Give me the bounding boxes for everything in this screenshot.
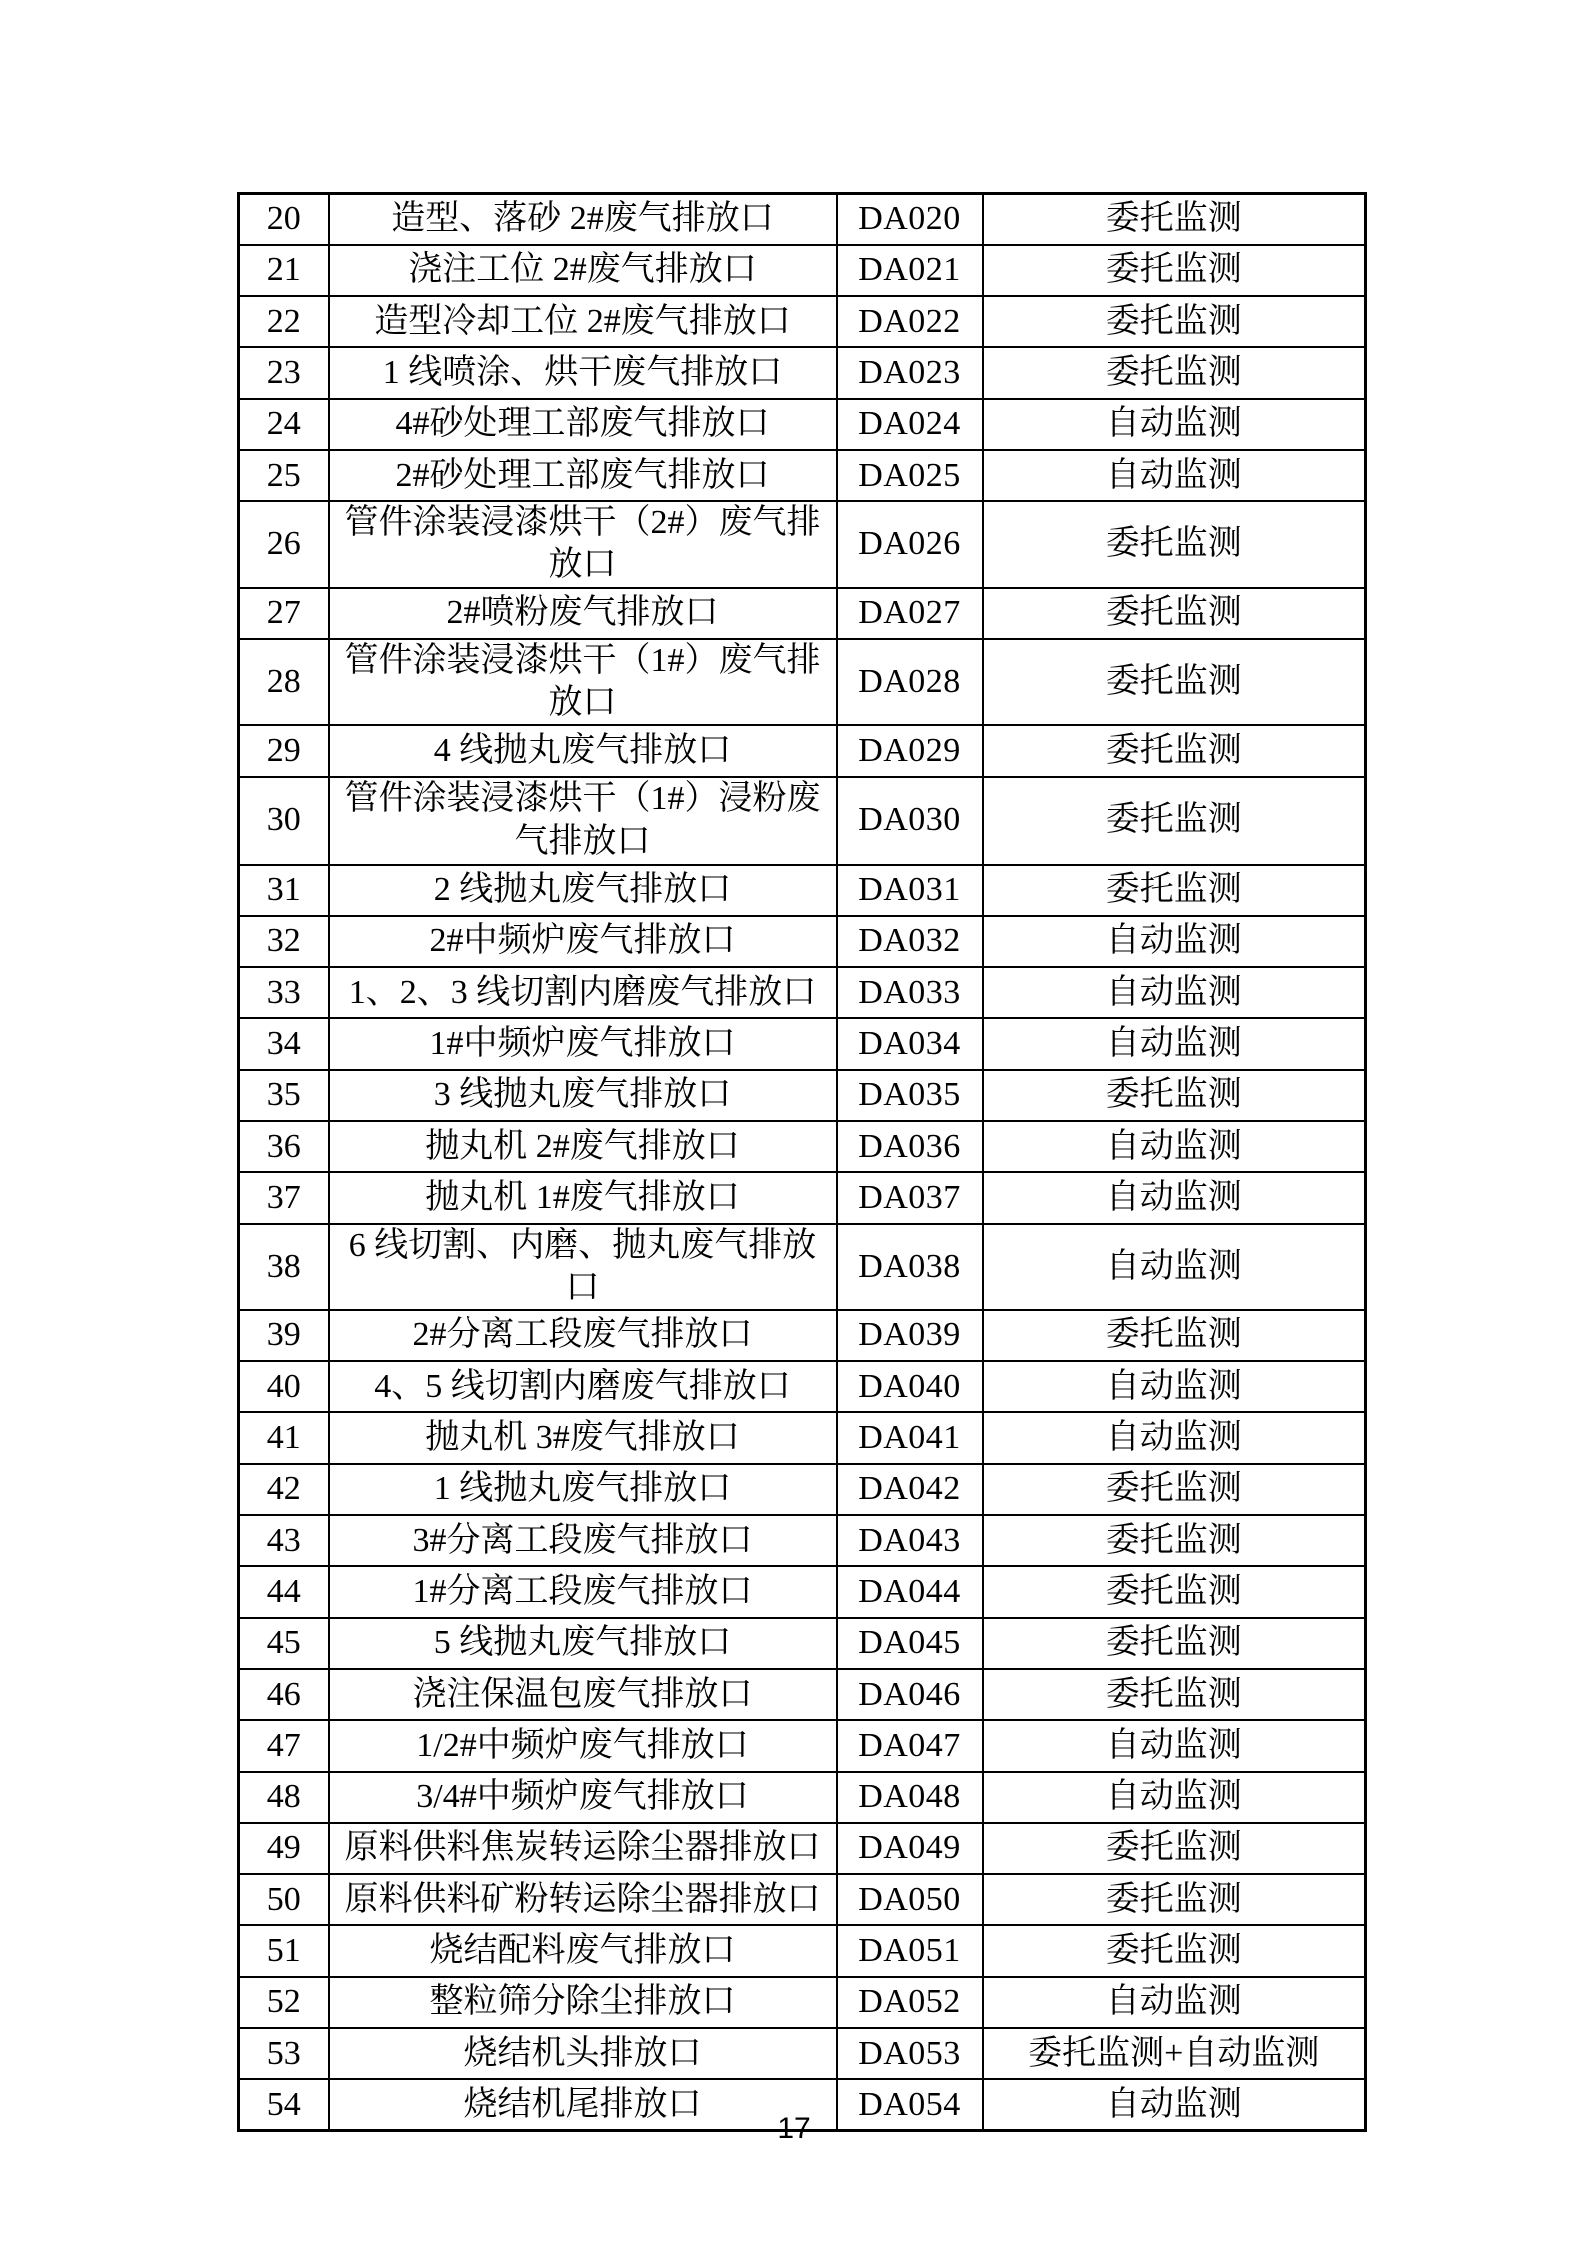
outlet-code-cell: DA050 <box>837 1874 983 1925</box>
table-row <box>239 399 1366 450</box>
row-number-cell: 40 <box>239 1361 329 1412</box>
table-row <box>239 1874 1366 1925</box>
table-row <box>239 1772 1366 1823</box>
outlet-code-cell: DA023 <box>837 347 983 398</box>
outlet-code-cell: DA022 <box>837 296 983 347</box>
outlet-code-cell: DA025 <box>837 450 983 501</box>
outlet-code-cell: DA046 <box>837 1669 983 1720</box>
row-number-cell: 22 <box>239 296 329 347</box>
row-number-cell: 26 <box>239 501 329 587</box>
outlet-name-cell: 3/4#中频炉废气排放口 <box>329 1772 837 1823</box>
monitoring-method-cell: 委托监测 <box>983 1310 1366 1361</box>
outlet-name-cell: 管件涂装浸漆烘干（2#）废气排放口 <box>329 501 837 587</box>
outlet-code-cell: DA037 <box>837 1172 983 1223</box>
outlet-name-cell: 抛丸机 1#废气排放口 <box>329 1172 837 1223</box>
row-number-cell: 47 <box>239 1720 329 1771</box>
outlet-code-cell: DA032 <box>837 916 983 967</box>
table-row <box>239 639 1366 725</box>
outlet-code-cell: DA034 <box>837 1018 983 1069</box>
outlet-name-cell: 造型、落砂 2#废气排放口 <box>329 194 837 245</box>
outlet-name-cell: 抛丸机 3#废气排放口 <box>329 1412 837 1463</box>
table-row <box>239 2028 1366 2079</box>
outlet-name-cell: 原料供料焦炭转运除尘器排放口 <box>329 1823 837 1874</box>
monitoring-method-cell: 委托监测 <box>983 1874 1366 1925</box>
outlet-name-cell: 管件涂装浸漆烘干（1#）浸粉废气排放口 <box>329 777 837 865</box>
table-row <box>239 1977 1366 2028</box>
outlet-code-cell: DA026 <box>837 501 983 587</box>
outlet-code-cell: DA030 <box>837 777 983 865</box>
table-row <box>239 245 1366 296</box>
outlet-name-cell: 1、2、3 线切割内磨废气排放口 <box>329 967 837 1018</box>
row-number-cell: 28 <box>239 639 329 725</box>
monitoring-method-cell: 自动监测 <box>983 1172 1366 1223</box>
outlet-name-cell: 浇注工位 2#废气排放口 <box>329 245 837 296</box>
outlet-name-cell: 1#中频炉废气排放口 <box>329 1018 837 1069</box>
monitoring-method-cell: 委托监测 <box>983 725 1366 776</box>
monitoring-method-cell: 自动监测 <box>983 399 1366 450</box>
table-row <box>239 865 1366 916</box>
outlet-name-cell: 2#分离工段废气排放口 <box>329 1310 837 1361</box>
table-row <box>239 1669 1366 1720</box>
monitoring-method-cell: 自动监测 <box>983 1018 1366 1069</box>
row-number-cell: 20 <box>239 194 329 245</box>
outlet-code-cell: DA033 <box>837 967 983 1018</box>
monitoring-method-cell: 委托监测 <box>983 639 1366 725</box>
outlet-code-cell: DA051 <box>837 1925 983 1976</box>
monitoring-method-cell: 委托监测+自动监测 <box>983 2028 1366 2079</box>
row-number-cell: 44 <box>239 1566 329 1617</box>
outlet-code-cell: DA047 <box>837 1720 983 1771</box>
outlet-name-cell: 造型冷却工位 2#废气排放口 <box>329 296 837 347</box>
monitoring-method-cell: 自动监测 <box>983 916 1366 967</box>
outlet-code-cell: DA031 <box>837 865 983 916</box>
outlet-name-cell: 1 线抛丸废气排放口 <box>329 1464 837 1515</box>
row-number-cell: 23 <box>239 347 329 398</box>
outlet-code-cell: DA024 <box>837 399 983 450</box>
table-row <box>239 1515 1366 1566</box>
row-number-cell: 48 <box>239 1772 329 1823</box>
row-number-cell: 33 <box>239 967 329 1018</box>
outlet-code-cell: DA040 <box>837 1361 983 1412</box>
outlet-code-cell: DA021 <box>837 245 983 296</box>
table-row <box>239 1121 1366 1172</box>
outlet-name-cell: 2 线抛丸废气排放口 <box>329 865 837 916</box>
outlet-name-cell: 烧结机头排放口 <box>329 2028 837 2079</box>
table-row <box>239 296 1366 347</box>
row-number-cell: 24 <box>239 399 329 450</box>
outlet-name-cell: 6 线切割、内磨、抛丸废气排放口 <box>329 1224 837 1310</box>
outlet-code-cell: DA029 <box>837 725 983 776</box>
monitoring-method-cell: 委托监测 <box>983 1925 1366 1976</box>
outlet-name-cell: 2#中频炉废气排放口 <box>329 916 837 967</box>
outlet-code-cell: DA027 <box>837 588 983 639</box>
table-row <box>239 777 1366 865</box>
outlet-code-cell: DA052 <box>837 1977 983 2028</box>
monitoring-method-cell: 自动监测 <box>983 1121 1366 1172</box>
monitoring-method-cell: 委托监测 <box>983 1464 1366 1515</box>
outlet-name-cell: 原料供料矿粉转运除尘器排放口 <box>329 1874 837 1925</box>
monitoring-method-cell: 委托监测 <box>983 1515 1366 1566</box>
row-number-cell: 25 <box>239 450 329 501</box>
emission-outlets-table <box>237 192 1367 2132</box>
outlet-code-cell: DA043 <box>837 1515 983 1566</box>
monitoring-method-cell: 自动监测 <box>983 450 1366 501</box>
table-row <box>239 1823 1366 1874</box>
row-number-cell: 36 <box>239 1121 329 1172</box>
outlet-name-cell: 管件涂装浸漆烘干（1#）废气排放口 <box>329 639 837 725</box>
outlet-name-cell: 3 线抛丸废气排放口 <box>329 1070 837 1121</box>
table-row <box>239 1412 1366 1463</box>
table-row <box>239 916 1366 967</box>
monitoring-method-cell: 自动监测 <box>983 1361 1366 1412</box>
row-number-cell: 29 <box>239 725 329 776</box>
row-number-cell: 50 <box>239 1874 329 1925</box>
table-row <box>239 1224 1366 1310</box>
monitoring-method-cell: 委托监测 <box>983 1669 1366 1720</box>
monitoring-method-cell: 委托监测 <box>983 347 1366 398</box>
row-number-cell: 21 <box>239 245 329 296</box>
monitoring-method-cell: 委托监测 <box>983 1823 1366 1874</box>
row-number-cell: 32 <box>239 916 329 967</box>
outlet-name-cell: 1/2#中频炉废气排放口 <box>329 1720 837 1771</box>
outlet-name-cell: 1#分离工段废气排放口 <box>329 1566 837 1617</box>
outlet-name-cell: 2#喷粉废气排放口 <box>329 588 837 639</box>
outlet-code-cell: DA044 <box>837 1566 983 1617</box>
table-row <box>239 501 1366 587</box>
monitoring-method-cell: 自动监测 <box>983 2079 1366 2130</box>
outlet-code-cell: DA053 <box>837 2028 983 2079</box>
table-row <box>239 1361 1366 1412</box>
monitoring-method-cell: 委托监测 <box>983 296 1366 347</box>
monitoring-method-cell: 自动监测 <box>983 1224 1366 1310</box>
row-number-cell: 53 <box>239 2028 329 2079</box>
row-number-cell: 27 <box>239 588 329 639</box>
outlet-code-cell: DA041 <box>837 1412 983 1463</box>
table-row <box>239 1925 1366 1976</box>
outlet-name-cell: 烧结配料废气排放口 <box>329 1925 837 1976</box>
outlet-code-cell: DA028 <box>837 639 983 725</box>
monitoring-method-cell: 委托监测 <box>983 588 1366 639</box>
table-row <box>239 1464 1366 1515</box>
outlet-code-cell: DA042 <box>837 1464 983 1515</box>
table-row <box>239 1018 1366 1069</box>
outlet-name-cell: 5 线抛丸废气排放口 <box>329 1618 837 1669</box>
outlet-name-cell: 烧结机尾排放口 <box>329 2079 837 2130</box>
outlet-name-cell: 抛丸机 2#废气排放口 <box>329 1121 837 1172</box>
page-number: 17 <box>777 2112 811 2145</box>
outlet-code-cell: DA035 <box>837 1070 983 1121</box>
monitoring-method-cell: 委托监测 <box>983 501 1366 587</box>
table-row <box>239 1618 1366 1669</box>
outlet-code-cell: DA048 <box>837 1772 983 1823</box>
monitoring-method-cell: 自动监测 <box>983 1412 1366 1463</box>
table-row <box>239 194 1366 245</box>
monitoring-method-cell: 自动监测 <box>983 1720 1366 1771</box>
row-number-cell: 34 <box>239 1018 329 1069</box>
monitoring-method-cell: 自动监测 <box>983 967 1366 1018</box>
monitoring-method-cell: 自动监测 <box>983 1772 1366 1823</box>
row-number-cell: 46 <box>239 1669 329 1720</box>
monitoring-method-cell: 委托监测 <box>983 1618 1366 1669</box>
monitoring-method-cell: 委托监测 <box>983 777 1366 865</box>
table-row <box>239 1310 1366 1361</box>
monitoring-method-cell: 委托监测 <box>983 245 1366 296</box>
outlet-code-cell: DA045 <box>837 1618 983 1669</box>
row-number-cell: 41 <box>239 1412 329 1463</box>
monitoring-method-cell: 委托监测 <box>983 1070 1366 1121</box>
outlet-code-cell: DA038 <box>837 1224 983 1310</box>
row-number-cell: 42 <box>239 1464 329 1515</box>
row-number-cell: 45 <box>239 1618 329 1669</box>
table-row <box>239 1566 1366 1617</box>
table-row <box>239 450 1366 501</box>
table-row <box>239 1172 1366 1223</box>
table-row <box>239 967 1366 1018</box>
row-number-cell: 39 <box>239 1310 329 1361</box>
monitoring-method-cell: 委托监测 <box>983 1566 1366 1617</box>
row-number-cell: 52 <box>239 1977 329 2028</box>
outlet-name-cell: 3#分离工段废气排放口 <box>329 1515 837 1566</box>
row-number-cell: 51 <box>239 1925 329 1976</box>
table-row <box>239 588 1366 639</box>
outlet-name-cell: 2#砂处理工部废气排放口 <box>329 450 837 501</box>
row-number-cell: 31 <box>239 865 329 916</box>
outlet-code-cell: DA020 <box>837 194 983 245</box>
outlet-name-cell: 整粒筛分除尘排放口 <box>329 1977 837 2028</box>
table-row <box>239 1720 1366 1771</box>
monitoring-method-cell: 委托监测 <box>983 865 1366 916</box>
row-number-cell: 35 <box>239 1070 329 1121</box>
outlet-code-cell: DA039 <box>837 1310 983 1361</box>
outlet-code-cell: DA049 <box>837 1823 983 1874</box>
row-number-cell: 38 <box>239 1224 329 1310</box>
row-number-cell: 49 <box>239 1823 329 1874</box>
outlet-name-cell: 1 线喷涂、烘干废气排放口 <box>329 347 837 398</box>
table-row <box>239 1070 1366 1121</box>
row-number-cell: 43 <box>239 1515 329 1566</box>
row-number-cell: 30 <box>239 777 329 865</box>
table-row <box>239 347 1366 398</box>
row-number-cell: 54 <box>239 2079 329 2130</box>
monitoring-method-cell: 委托监测 <box>983 194 1366 245</box>
outlet-code-cell: DA054 <box>837 2079 983 2130</box>
outlet-name-cell: 浇注保温包废气排放口 <box>329 1669 837 1720</box>
outlet-name-cell: 4 线抛丸废气排放口 <box>329 725 837 776</box>
row-number-cell: 37 <box>239 1172 329 1223</box>
table-row <box>239 725 1366 776</box>
outlet-code-cell: DA036 <box>837 1121 983 1172</box>
monitoring-method-cell: 自动监测 <box>983 1977 1366 2028</box>
outlet-name-cell: 4#砂处理工部废气排放口 <box>329 399 837 450</box>
outlet-name-cell: 4、5 线切割内磨废气排放口 <box>329 1361 837 1412</box>
